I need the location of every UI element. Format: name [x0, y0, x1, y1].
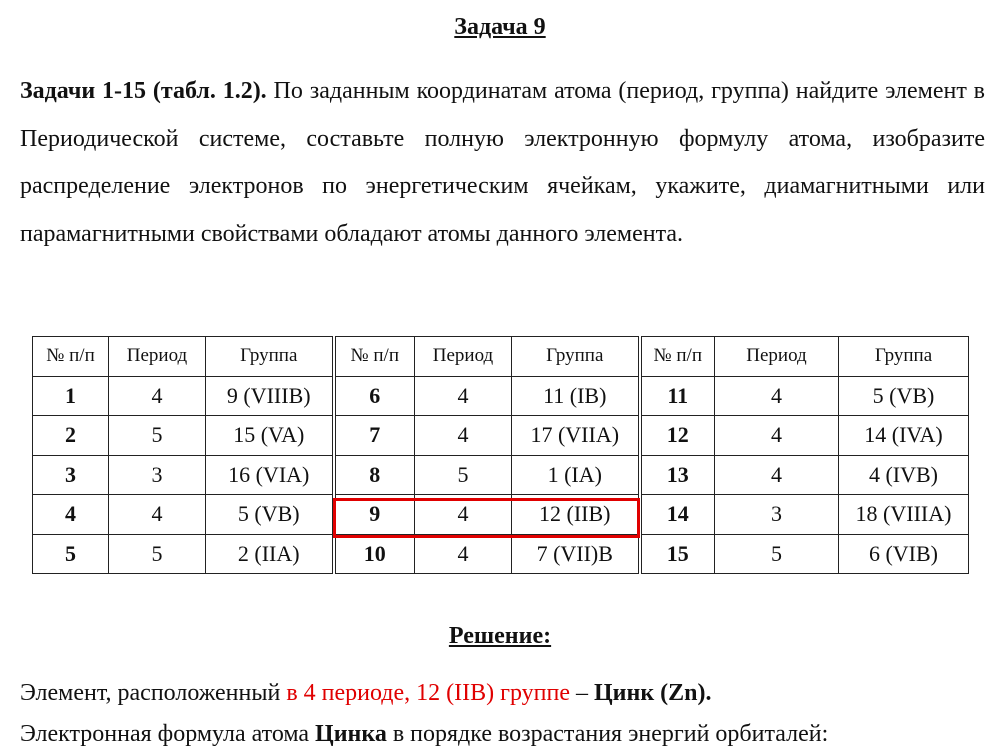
- table-cell-group: 15 (VA): [206, 416, 334, 456]
- table-cell-number: 5: [33, 534, 109, 574]
- table-cell-period: 4: [415, 534, 512, 574]
- table-cell-number: 1: [33, 376, 109, 416]
- table-cell-period: 4: [715, 376, 839, 416]
- table-cell-number: 15: [640, 534, 715, 574]
- table-row: [33, 455, 969, 495]
- table-cell-group: 12 (IIB): [512, 495, 640, 535]
- header-cell: Группа: [512, 337, 640, 377]
- table-cell-group: 18 (VIIIA): [839, 495, 969, 535]
- table-cell-group: 9 (VIIIB): [206, 376, 334, 416]
- table-cell-period: 4: [109, 376, 206, 416]
- solution-line-text: Электронная формула атома: [20, 721, 316, 747]
- table-row: [33, 534, 969, 574]
- table-cell-group: 2 (IIA): [206, 534, 334, 574]
- header-cell: Группа: [839, 337, 969, 377]
- table-cell-number: 10: [334, 534, 415, 574]
- header-cell: Период: [415, 337, 512, 377]
- table-cell-period: 4: [415, 376, 512, 416]
- table-cell-number: 6: [334, 376, 415, 416]
- table-header-row: [33, 337, 969, 377]
- solution-line-text: Элемент, расположенный: [20, 680, 287, 706]
- table-cell-number: 2: [33, 416, 109, 456]
- table-cell-number: 4: [33, 495, 109, 535]
- table-cell-number: 8: [334, 455, 415, 495]
- table-cell-number: 11: [640, 376, 715, 416]
- table-cell-period: 5: [715, 534, 839, 574]
- header-cell: № п/п: [33, 337, 109, 377]
- header-cell: № п/п: [334, 337, 415, 377]
- table-cell-period: 5: [109, 534, 206, 574]
- task-text: По заданным координатам атома (период, группа) найдите элемент в Периодической системе, составьте полную электронную формулу атома, изобразите распределение электронов по энергетическим ячейкам, укажите, диамагнитными или парамагнитными свойствами обладают атомы данного элемента.: [20, 78, 986, 247]
- solution-dash: –: [570, 680, 594, 706]
- table-row: [33, 376, 969, 416]
- table-cell-group: 4 (IVB): [839, 455, 969, 495]
- table-cell-number: 7: [334, 416, 415, 456]
- solution-line-text: в порядке возрастания энергий орбиталей:: [386, 721, 829, 747]
- header-cell: Период: [109, 337, 206, 377]
- table-cell-group: 5 (VB): [839, 376, 969, 416]
- element-position-highlight: в 4 периоде, 12 (IIB) группе: [286, 680, 570, 706]
- solution-formula-line: [20, 721, 828, 748]
- element-name: Цинк (Zn).: [594, 680, 712, 706]
- table-row: [33, 416, 969, 456]
- solution-title: Решение:: [448, 623, 552, 649]
- table-cell-number: 12: [640, 416, 715, 456]
- table-cell-period: 5: [415, 455, 512, 495]
- table-cell-group: 14 (IVA): [839, 416, 969, 456]
- table-cell-number: 14: [640, 495, 715, 535]
- table-cell-period: 5: [109, 416, 206, 456]
- table-cell-period: 4: [415, 495, 512, 535]
- table-cell-group: 5 (VB): [206, 495, 334, 535]
- task-statement: [20, 68, 985, 258]
- table-cell-group: 11 (IB): [512, 376, 640, 416]
- table-cell-group: 16 (VIA): [206, 455, 334, 495]
- task-reference: Задачи 1-15 (табл. 1.2).: [20, 78, 267, 104]
- table-cell-group: 7 (VII)B: [512, 534, 640, 574]
- table-cell-period: 3: [109, 455, 206, 495]
- element-coordinates-table: [32, 336, 969, 574]
- table-cell-group: 17 (VIIA): [512, 416, 640, 456]
- header-cell: Группа: [206, 337, 334, 377]
- table-cell-group: 6 (VIB): [839, 534, 969, 574]
- table-cell-period: 4: [715, 455, 839, 495]
- table-cell-period: 3: [715, 495, 839, 535]
- table-cell-group: 1 (IA): [512, 455, 640, 495]
- solution-element-line: [20, 680, 712, 707]
- task-title: Задача 9: [454, 14, 546, 40]
- table-cell-period: 4: [109, 495, 206, 535]
- header-cell: № п/п: [640, 337, 715, 377]
- table-row: [33, 495, 969, 535]
- table-cell-number: 3: [33, 455, 109, 495]
- table-cell-period: 4: [415, 416, 512, 456]
- table-cell-number: 9: [334, 495, 415, 535]
- element-name-bold: Цинка: [315, 721, 387, 747]
- table-cell-number: 13: [640, 455, 715, 495]
- header-cell: Период: [715, 337, 839, 377]
- table-cell-period: 4: [715, 416, 839, 456]
